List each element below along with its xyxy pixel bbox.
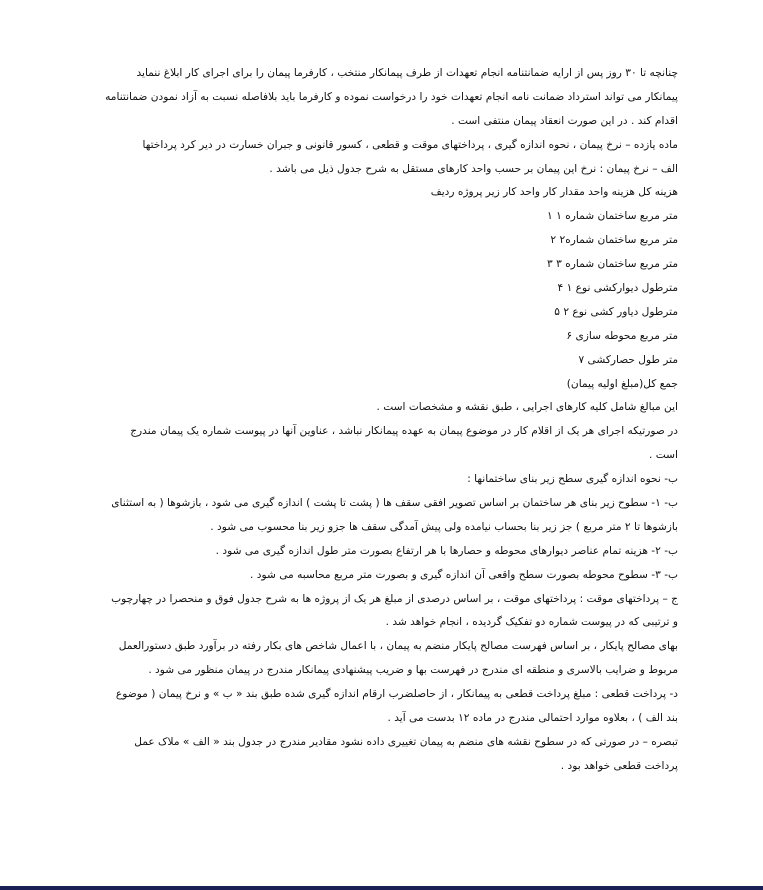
text-line: ب- نحوه اندازه گیری سطح زیر بنای ساختمانها :: [467, 473, 678, 486]
text-line: و ترتیبی که در پیوست شماره دو تفکیک گردیده ، انجام خواهد شد .: [385, 616, 678, 629]
table-total-line: جمع کل(مبلغ اولیه پیمان): [566, 377, 678, 390]
text-line: پیمانکار می تواند استرداد ضمانت نامه انجام تعهدات خود را درخواست نموده و کارفرما باید بلافاصله نسبت به آزاد نمودن ضمانتنامه: [105, 90, 678, 103]
text-line: ج – پرداختهای موقت : پرداختهای موقت ، بر اساس درصدی از مبلغ هر یک از پروژه ها به شرح جدول فوق و منحصرا در چهارچوب: [111, 592, 678, 605]
text-line: تبصره – در صورتی که در سطوح نقشه های منضم به پیمان تغییری داده نشود مقادیر مندرج در جدول بند « الف » ملاک عمل: [134, 735, 678, 748]
table-row-line: متر مربع ساختمان شماره ۱ ۱: [547, 210, 678, 223]
table-header-line: هزینه کل هزینه واحد مقدار کار واحد کار زیر پروژه ردیف: [430, 186, 678, 199]
text-line: چنانچه تا ۳۰ روز پس از ارایه ضمانتنامه انجام تعهدات از طرف پیمانکار منتخب ، کارفرما پیمان را برای اجرای کار ابلاغ ننماید: [136, 67, 678, 79]
text-line: این مبالغ شامل کلیه کارهای اجرایی ، طبق نقشه و مشخصات است .: [376, 401, 678, 414]
text-line: ماده یازده – نرخ پیمان ، نحوه اندازه گیری ، پرداختهای موقت و قطعی ، کسور قانونی و جبران خسارت در دیر کرد پرداختها: [142, 138, 678, 151]
table-row-line: متر مربع محوطه سازی ۶: [566, 329, 678, 342]
text-line: ب- ۱- سطوح زیر بنای هر ساختمان بر اساس تصویر افقی سقف ها ( پشت تا پشت ) اندازه گیری می شود ، بازشوها ( به استثنای: [111, 497, 678, 510]
document-body: [86, 62, 678, 779]
text-line: است .: [649, 449, 678, 462]
text-line: ب- ۲- هزینه تمام عناصر دیوارهای محوطه و حصارها با هر ارتفاع بصورت متر طول اندازه گیری می شود .: [215, 544, 678, 557]
text-line: اقدام کند . در این صورت انعقاد پیمان منتفی است .: [451, 114, 678, 127]
table-row-line: مترطول دیاور کشی نوع ۲ ۵: [554, 305, 678, 318]
text-line: مربوط و ضرایب بالاسری و منطقه ای مندرج در فهرست بها و ضریب پیشنهادی پیمانکار مندرج در پیمان منظور می شود .: [148, 664, 678, 677]
table-row-line: متر مربع ساختمان شماره ۳ ۳: [547, 258, 678, 271]
text-line: الف – نرخ پیمان : نرخ این پیمان بر حسب واحد کارهای مستقل به شرح جدول ذیل می باشد .: [269, 162, 678, 175]
table-row-line: مترطول دیوارکشی نوع ۱ ۴: [557, 282, 678, 295]
text-line: بهای مصالح پایکار ، بر اساس فهرست مصالح پایکار منضم به پیمان ، با اعمال شاخص های بکار رفته در برآورد طبق دستورالعمل: [118, 640, 678, 653]
bottom-border: [0, 886, 763, 890]
text-line: بند الف ) ، بعلاوه موارد احتمالی مندرج در ماده ۱۲ بدست می آید .: [387, 712, 678, 725]
text-line: در صورتیکه اجرای هر یک از اقلام کار در موضوع پیمان به عهده پیمانکار نباشد ، عناوین آنها در پیوست شماره یک پیمان مندرج: [130, 425, 678, 438]
table-row-line: متر طول حصارکشی ۷: [578, 353, 678, 366]
text-line: پرداخت قطعی خواهد بود .: [560, 759, 678, 772]
table-row-line: متر مربع ساختمان شماره۲ ۲: [550, 234, 678, 247]
text-line: د- پرداخت قطعی : مبلغ پرداخت قطعی به پیمانکار ، از حاصلضرب ارقام اندازه گیری شده طبق بند « ب » و نرخ پیمان ( موضوع: [115, 688, 678, 701]
text-line: بازشوها تا ۲ متر مربع ) جز زیر بنا بحساب نیامده ولی پیش آمدگی سقف ها جزو زیر بنا محسوب می شود .: [210, 520, 678, 533]
text-line: ب- ۳- سطوح محوطه بصورت سطح واقعی آن اندازه گیری و بصورت متر مربع محاسبه می شود .: [250, 568, 678, 581]
